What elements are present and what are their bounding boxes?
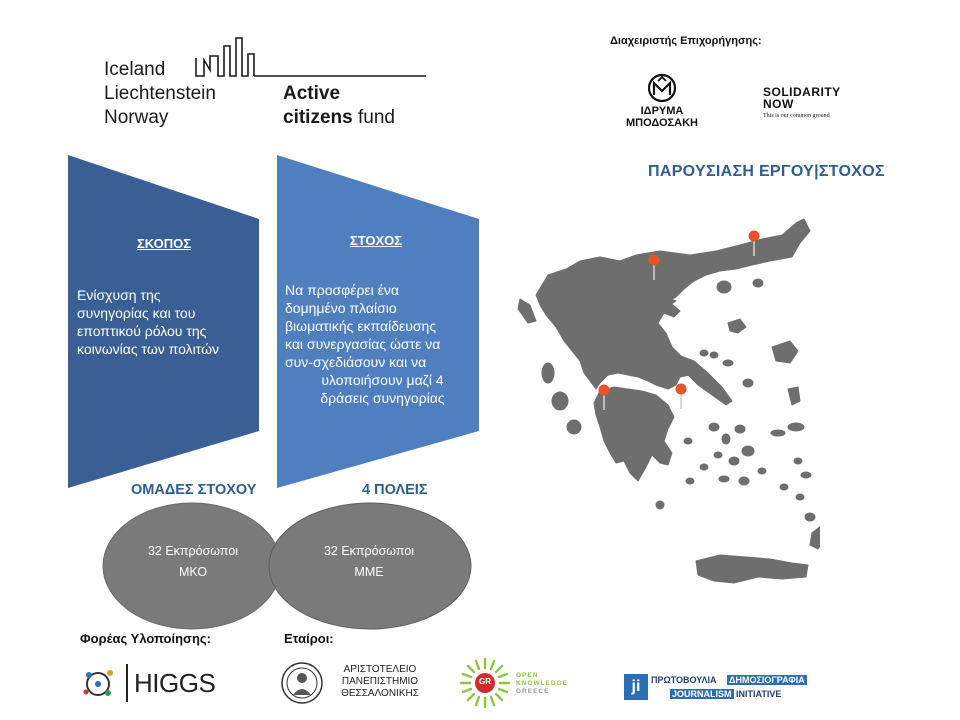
ji-line2-a: JOURNALISM	[672, 689, 732, 699]
greece-landmass	[518, 219, 820, 583]
map-pin-thessaloniki	[646, 253, 662, 281]
okg-line1: OPEN	[516, 672, 539, 679]
bodossakis-line1: ΙΔΡΥΜΑ	[640, 105, 684, 117]
goal-text-line: δράσεις συνηγορίας	[320, 390, 445, 406]
ji-line2	[670, 688, 781, 700]
media-count: 32 Εκπρόσωποι	[323, 544, 415, 558]
goal-text-line: συν-σχεδιάσουν και να	[285, 354, 427, 370]
active-citizens-fund-logo-icon	[194, 36, 434, 80]
higgs-name: HIGGS	[134, 668, 216, 698]
open-knowledge-greece-logo	[458, 656, 578, 710]
country-liechtenstein: Liechtenstein	[104, 83, 216, 104]
media-ellipse-label	[294, 541, 444, 583]
fund-line-active: Active	[283, 83, 341, 104]
purpose-text	[77, 286, 257, 358]
ji-line2-b: INITIATIVE	[736, 689, 782, 699]
auth-seal-icon	[280, 661, 324, 705]
fund-word-citizens: citizens	[283, 107, 353, 128]
bodossakis-line2: ΜΠΟΔΟΣΑΚΗ	[626, 117, 698, 129]
ngo-type: ΜΚΟ	[178, 565, 208, 579]
goal-text-line: και συνεργασίας ώστε να	[285, 336, 441, 352]
bodossakis-emblem-icon	[644, 73, 680, 103]
media-type: ΜΜΕ	[354, 565, 384, 579]
auth-line1: ΑΡΙΣΤΟΤΕΛΕΙΟ	[343, 664, 417, 675]
higgs-logo	[76, 654, 216, 710]
implementer-label: Φορέας Υλοποίησης:	[80, 631, 211, 646]
map-title: ΠΑΡΟΥΣΙΑΣΗ ΕΡΓΟΥ|ΣΤΟΧΟΣ	[648, 163, 885, 180]
country-norway: Norway	[104, 107, 169, 128]
solidarity-line2: NOW	[763, 97, 794, 111]
funder-fund-name	[283, 82, 395, 130]
goal-text-line: υλοποιήσουν μαζί 4	[321, 372, 444, 388]
operator-label: Διαχειριστής Επιχορήγησης:	[610, 35, 762, 47]
map-pin-athens	[673, 382, 689, 410]
okg-badge: GR	[479, 677, 491, 686]
okg-line2: KNOWLEDGE	[516, 680, 568, 687]
solidarity-now-logo	[763, 86, 841, 119]
partners-label: Εταίροι:	[284, 631, 334, 646]
map-pin-patra	[596, 383, 612, 411]
solidarity-tagline: This is our common ground	[763, 113, 830, 119]
purpose-text-line: εποπτικού ρόλου της	[77, 323, 207, 339]
auth-line2: ΠΑΝΕΠΙΣΤΗΜΙΟ	[341, 676, 419, 687]
country-iceland: Iceland	[104, 59, 166, 80]
higgs-emblem-icon	[80, 662, 120, 702]
ngo-count: 32 Εκπρόσωποι	[147, 544, 239, 558]
purpose-text-line: Ενίσχυση της	[77, 287, 161, 303]
higgs-divider	[126, 664, 128, 702]
okg-line3: GREECE	[516, 688, 550, 695]
map-pin-komotini	[746, 229, 762, 257]
goal-heading: ΣΤΟΧΟΣ	[349, 233, 403, 248]
ji-line1-b: ΔΗΜΟΣΙΟΓΡΑΦΙΑ	[729, 675, 805, 685]
ngo-ellipse-label	[118, 541, 268, 583]
cities-title: 4 ΠΟΛΕΙΣ	[362, 482, 428, 498]
fund-word-fund: fund	[352, 107, 395, 128]
purpose-text-line: συνηγορίας και του	[77, 305, 196, 321]
ji-badge: ji	[624, 674, 648, 700]
goal-text-line: Να προσφέρει ένα	[285, 282, 400, 298]
auth-line3: ΘΕΣΣΑΛΟΝΙΚΗΣ	[341, 688, 419, 699]
auth-text	[330, 664, 430, 700]
target-groups-title: ΟΜΑΔΕΣ ΣΤΟΧΟΥ	[131, 482, 257, 498]
purpose-text-line: κοινωνίας των πολιτών	[77, 341, 220, 357]
ji-line1-a: ΠΡΩΤΟΒΟΥΛΙΑ	[651, 675, 717, 685]
journalism-initiative-logo	[624, 674, 829, 700]
ji-line1	[651, 674, 807, 686]
goal-text-line: δομημένο πλαίσιο	[285, 300, 397, 316]
fund-line-citizens	[283, 106, 395, 130]
goal-text-line: βιωματικής εκπαίδευσης	[285, 318, 437, 334]
okg-text	[516, 672, 568, 696]
auth-logo	[280, 661, 435, 709]
bodossakis-logo	[612, 73, 712, 129]
solidarity-line1: SOLIDARITY	[763, 85, 841, 99]
purpose-heading: ΣΚΟΠΟΣ	[136, 236, 191, 251]
goal-text	[285, 281, 480, 407]
